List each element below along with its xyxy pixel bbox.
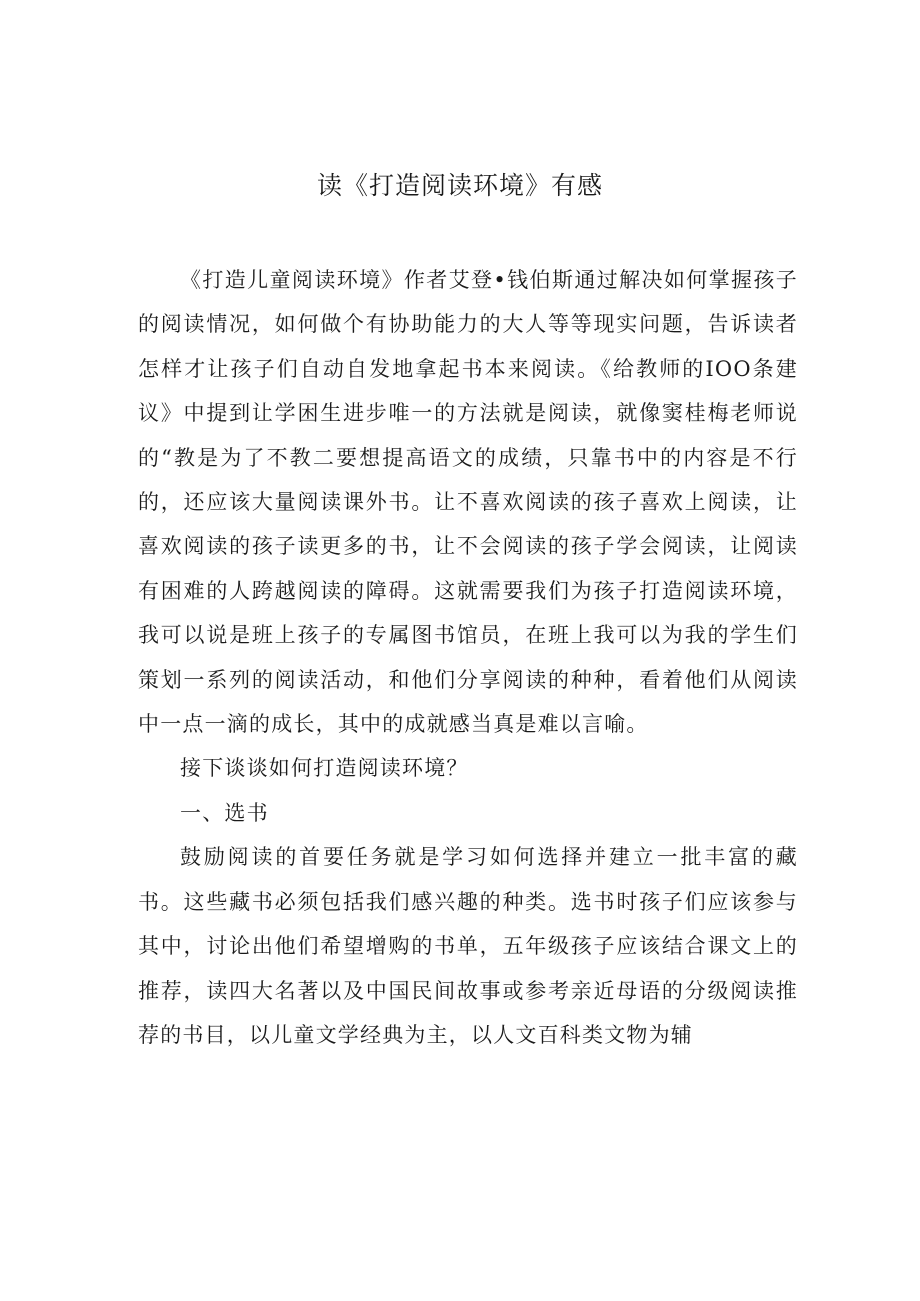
document-body xyxy=(138,258,798,1057)
paragraph-intro: 《打造儿童阅读环境》作者艾登•钱伯斯通过解决如何掌握孩子的阅读情况，如何做个有协助能力的大人等等现实问题，告诉读者怎样才让孩子们自动自发地拿起书本来阅读。《给教师的IOO条建议》中提到让学困生进步唯一的方法就是阅读，就像窦桂梅老师说的“教是为了不教二要想提高语文的成绩，只靠书中的内容是不行的，还应该大量阅读课外书。让不喜欢阅读的孩子喜欢上阅读，让喜欢阅读的孩子读更多的书，让不会阅读的孩子学会阅读，让阅读有困难的人跨越阅读的障碍。这就需要我们为孩子打造阅读环境，我可以说是班上孩子的专属图书馆员，在班上我可以为我的学生们策划一系列的阅读活动，和他们分享阅读的种种，看着他们从阅读中一点一滴的成长，其中的成就感当真是难以言喻。 xyxy=(138,268,798,737)
paragraph-transition: 接下谈谈如何打造阅读环境？ xyxy=(180,756,469,781)
document-title: 读《打造阅读环境》有感 xyxy=(316,171,603,200)
paragraph-select-books: 鼓励阅读的首要任务就是学习如何选择并建立一批丰富的藏书。这些藏书必须包括我们感兴趣的种类。选书时孩子们应该参与其中，讨论出他们希望增购的书单，五年级孩子应该结合课文上的推荐，读四大名著以及中国民间故事或参考亲近母语的分级阅读推荐的书目，以儿童文学经典为主，以人文百科类文物为辅 xyxy=(138,845,798,1047)
section-heading-select-books: 一、选书 xyxy=(180,800,269,825)
